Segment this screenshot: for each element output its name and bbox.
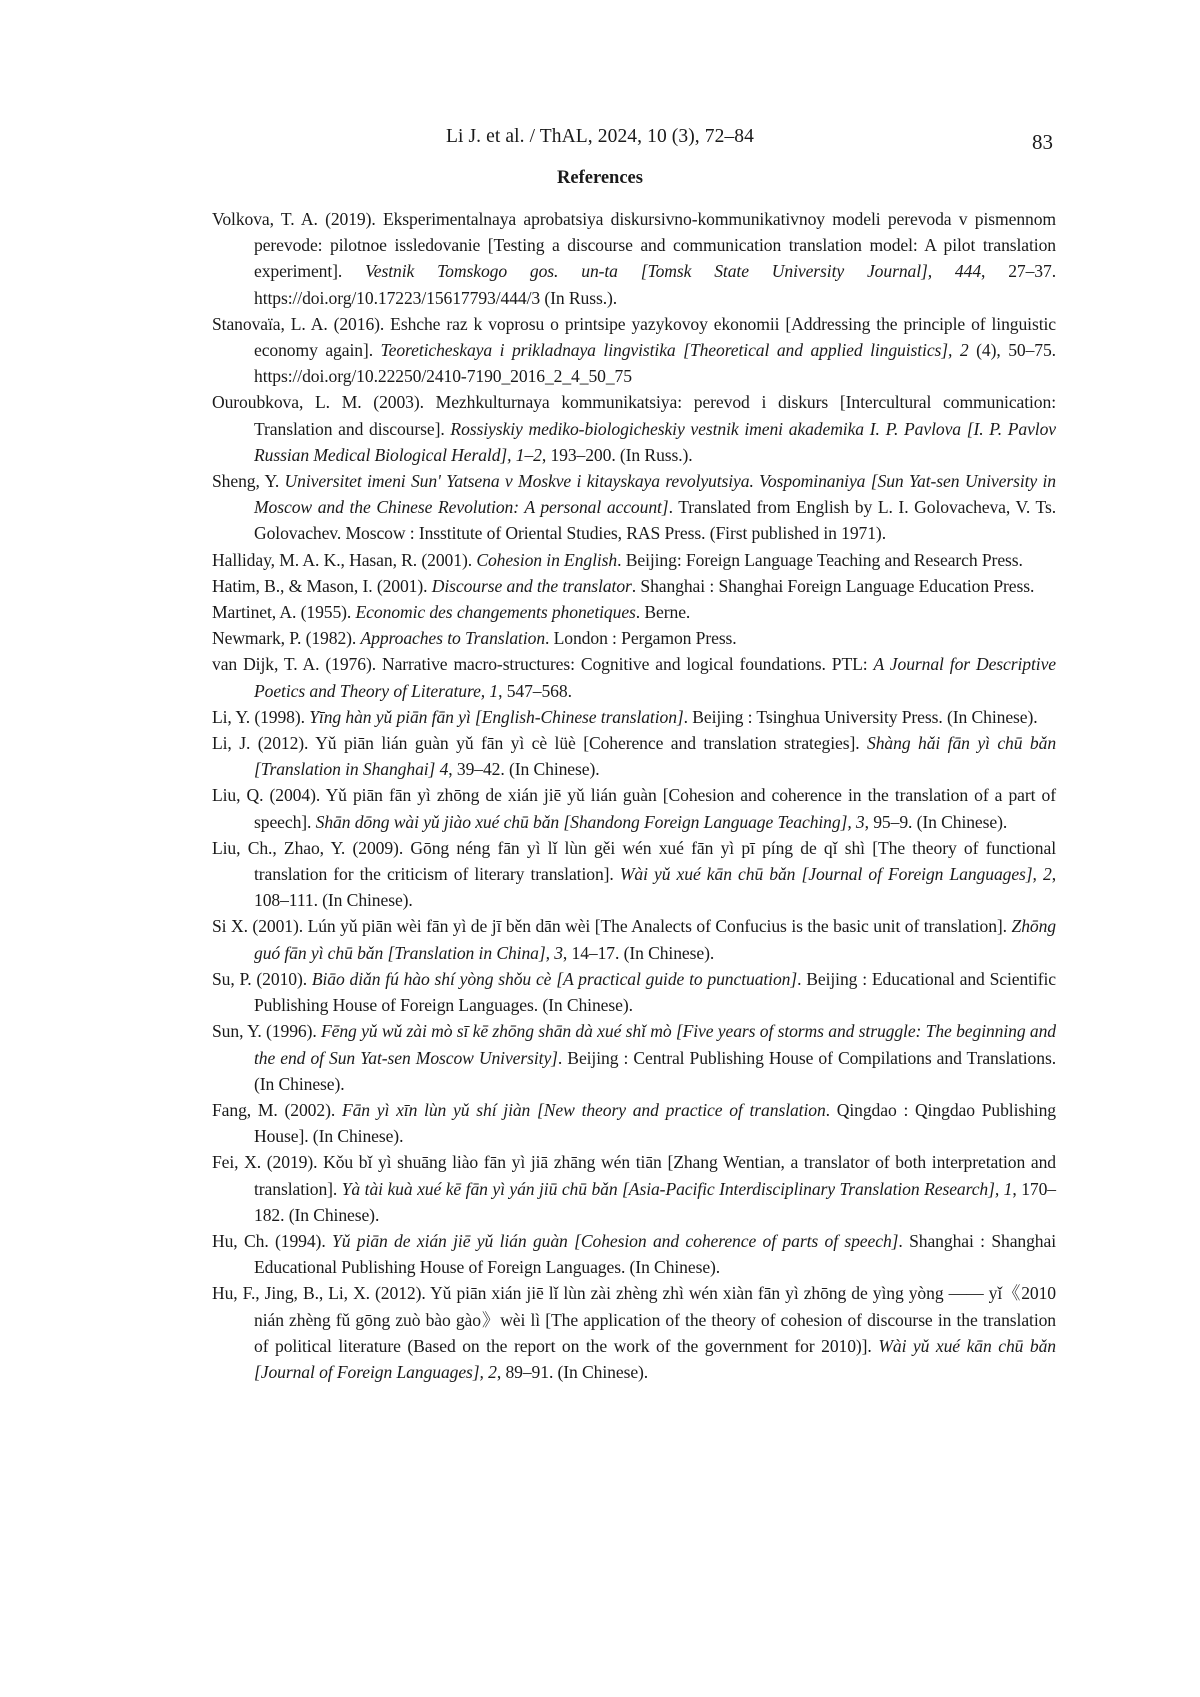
reference-item: Martinet, A. (1955). Economic des changements phonetiques. Berne. <box>212 599 1056 625</box>
reference-item: Li, Y. (1998). Yīng hàn yǔ piān fān yì [English-Chinese translation]. Beijing : Tsinghua University Press. (In Chinese). <box>212 704 1056 730</box>
reference-item: Halliday, M. A. K., Hasan, R. (2001). Cohesion in English. Beijing: Foreign Language Teaching and Research Press. <box>212 547 1056 573</box>
reference-item: Volkova, T. A. (2019). Eksperimentalnaya aprobatsiya diskursivno-kommunikativnoy modeli perevoda v pismennom perevode: pilotnoe issledovanie [Testing a discourse and communication translation model: A pilot translation experiment]. Vestnik Tomskogo gos. un-ta [Tomsk State University Journal], 444, 27–37. https://doi.org/10.17223/15617793/444/3 (In Russ.). <box>212 206 1056 311</box>
reference-item: Su, P. (2010). Biāo diǎn fú hào shí yòng shǒu cè [A practical guide to punctuation]. Beijing : Educational and Scientific Publishing House of Foreign Languages. (In Chinese). <box>212 966 1056 1018</box>
section-heading: References <box>0 168 1200 189</box>
reference-list <box>212 206 1056 1385</box>
running-head: Li J. et al. / ThAL, 2024, 10 (3), 72–84 <box>0 126 1200 148</box>
page-number: 83 <box>1032 130 1053 155</box>
reference-item: Sheng, Y. Universitet imeni Sun' Yatsena v Moskve i kitayskaya revolyutsiya. Vospominaniya [Sun Yat-sen University in Moscow and the Chinese Revolution: A personal account]. Translated from English by L. I. Golovacheva, V. Ts. Golovachev. Moscow : Insstitute of Oriental Studies, RAS Press. (First published in 1971). <box>212 468 1056 547</box>
reference-item: Li, J. (2012). Yǔ piān lián guàn yǔ fān yì cè lüè [Coherence and translation strategies]. Shàng hǎi fān yì chū bǎn [Translation in Shanghai] 4, 39–42. (In Chinese). <box>212 730 1056 782</box>
reference-item: Hu, F., Jing, B., Li, X. (2012). Yǔ piān xián jiē lǐ lùn zài zhèng zhì wén xiàn fān yì zhōng de yìng yòng —— yǐ《2010 nián zhèng fǔ gōng zuò bào gào》wèi lì [The application of the theory of cohesion of discourse in the translation of political literature (Based on the report on the work of the government for 2010)]. Wài yǔ xué kān chū bǎn [Journal of Foreign Languages], 2, 89–91. (In Chinese). <box>212 1280 1056 1385</box>
reference-item: Fang, M. (2002). Fān yì xīn lùn yǔ shí jiàn [New theory and practice of translation. Qingdao : Qingdao Publishing House]. (In Chinese). <box>212 1097 1056 1149</box>
reference-item: Si X. (2001). Lún yǔ piān wèi fān yì de jī běn dān wèi [The Analects of Confucius is the basic unit of translation]. Zhōng guó fān yì chū bǎn [Translation in China], 3, 14–17. (In Chinese). <box>212 913 1056 965</box>
reference-item: Fei, X. (2019). Kǒu bǐ yì shuāng liào fān yì jiā zhāng wén tiān [Zhang Wentian, a translator of both interpretation and translation]. Yà tài kuà xué kē fān yì yán jiū chū bǎn [Asia-Pacific Interdisciplinary Translation Research], 1, 170–182. (In Chinese). <box>212 1149 1056 1228</box>
reference-item: Newmark, P. (1982). Approaches to Translation. London : Pergamon Press. <box>212 625 1056 651</box>
reference-item: van Dijk, T. A. (1976). Narrative macro-structures: Cognitive and logical foundations. PTL: A Journal for Descriptive Poetics and Theory of Literature, 1, 547–568. <box>212 651 1056 703</box>
reference-item: Sun, Y. (1996). Fēng yǔ wǔ zài mò sī kē zhōng shān dà xué shǐ mò [Five years of storms and struggle: The beginning and the end of Sun Yat-sen Moscow University]. Beijing : Central Publishing House of Compilations and Translations. (In Chinese). <box>212 1018 1056 1097</box>
reference-item: Hu, Ch. (1994). Yǔ piān de xián jiē yǔ lián guàn [Cohesion and coherence of parts of speech]. Shanghai : Shanghai Educational Publishing House of Foreign Languages. (In Chinese). <box>212 1228 1056 1280</box>
reference-item: Stanovaïa, L. A. (2016). Eshche raz k voprosu o printsipe yazykovoy ekonomii [Addressing the principle of linguistic economy again]. Teoreticheskaya i prikladnaya lingvistika [Theoretical and applied linguistics], 2 (4), 50–75. https://doi.org/10.22250/2410-7190_2016_2_4_50_75 <box>212 311 1056 390</box>
reference-item: Liu, Q. (2004). Yǔ piān fān yì zhōng de xián jiē yǔ lián guàn [Cohesion and coherence in the translation of a part of speech]. Shān dōng wài yǔ jiào xué chū bǎn [Shandong Foreign Language Teaching], 3, 95–9. (In Chinese). <box>212 782 1056 834</box>
reference-item: Liu, Ch., Zhao, Y. (2009). Gōng néng fān yì lǐ lùn gěi wén xué fān yì pī píng de qǐ shì [The theory of functional translation for the criticism of literary translation]. Wài yǔ xué kān chū bǎn [Journal of Foreign Languages], 2, 108–111. (In Chinese). <box>212 835 1056 914</box>
reference-item: Hatim, B., & Mason, I. (2001). Discourse and the translator. Shanghai : Shanghai Foreign Language Education Press. <box>212 573 1056 599</box>
reference-item: Ouroubkova, L. M. (2003). Mezhkulturnaya kommunikatsiya: perevod i diskurs [Intercultural communication: Translation and discourse]. Rossiyskiy mediko-biologicheskiy vestnik imeni akademika I. P. Pavlova [I. P. Pavlov Russian Medical Biological Herald], 1–2, 193–200. (In Russ.). <box>212 389 1056 468</box>
